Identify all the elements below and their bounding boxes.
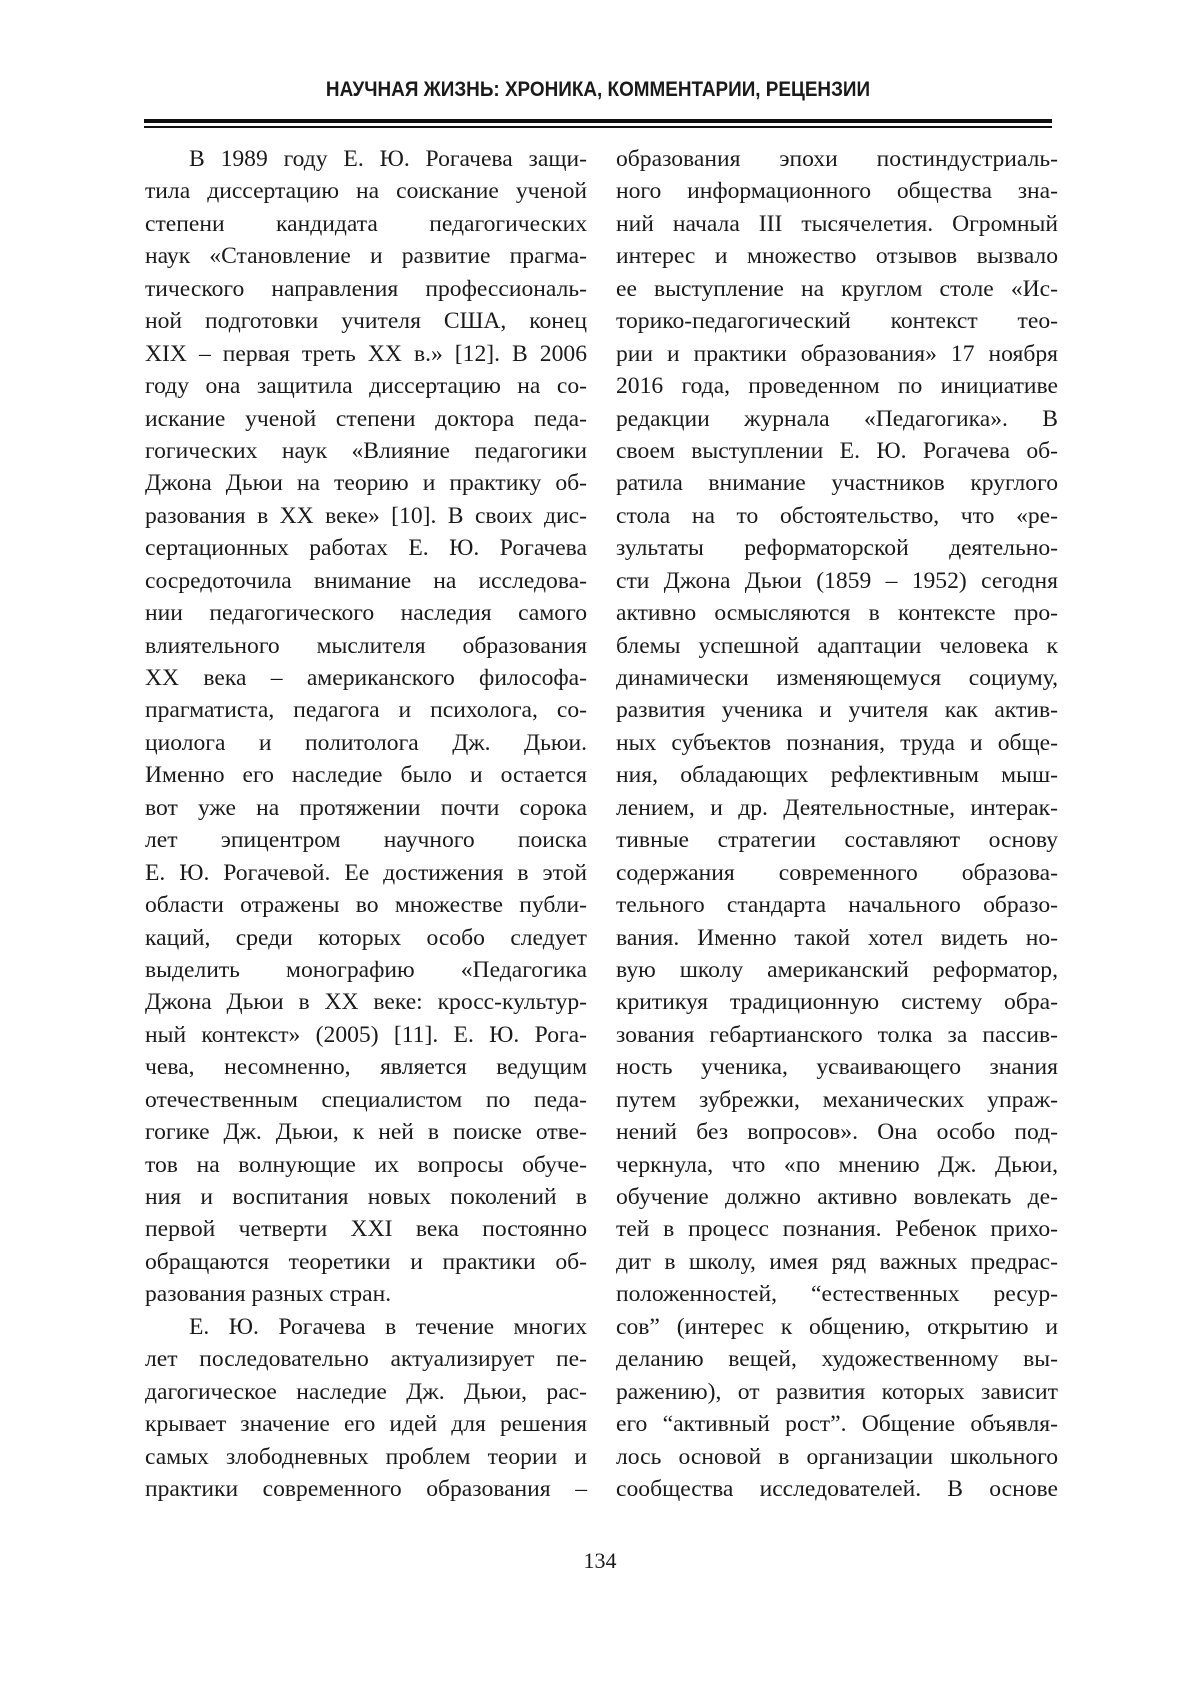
- text-line: вую школу американский реформатор,: [616, 956, 1058, 983]
- text-line: выделить монографию «Педагогика: [145, 956, 587, 983]
- text-line: содержания современного образова-: [616, 859, 1058, 886]
- text-line: тила диссертацию на соискание ученой: [145, 178, 587, 205]
- text-line: его “активный рост”. Общение объявля-: [616, 1411, 1058, 1438]
- text-line: положенностей, “естественных ресур-: [616, 1281, 1058, 1308]
- text-line: лет эпицентром научного поиска: [145, 827, 587, 854]
- text-line: тивные стратегии составляют основу: [616, 827, 1058, 854]
- text-line: динамически изменяющемуся социуму,: [616, 665, 1058, 691]
- text-line: крывает значение его идей для решения: [145, 1411, 587, 1438]
- text-line: степени кандидата педагогических: [145, 210, 587, 237]
- text-line: Джона Дьюи на теорию и практику об-: [145, 470, 587, 497]
- text-line: вания. Именно такой хотел видеть но-: [616, 924, 1058, 951]
- page-number: 134: [583, 1548, 617, 1573]
- text-line: чева, несомненно, является ведущим: [145, 1054, 587, 1081]
- text-line: ражению), от развития которых зависит: [616, 1378, 1058, 1405]
- text-line: ний начала III тысячелетия. Огромный: [616, 210, 1058, 237]
- text-line: сообщества исследователей. В основе: [616, 1475, 1058, 1502]
- text-line: году она защитила диссертацию на со-: [145, 373, 587, 400]
- text-line: нии педагогического наследия самого: [145, 600, 587, 627]
- text-line: отечественным специалистом по педа-: [145, 1086, 587, 1113]
- text-line: Джона Дьюи в XX веке: кросс-культур-: [145, 989, 587, 1016]
- text-line: тов на волнующие их вопросы обуче-: [145, 1151, 587, 1178]
- left-text-column: [145, 143, 587, 1505]
- text-line: ного информационного общества зна-: [616, 178, 1058, 205]
- text-line: гогике Дж. Дьюи, к ней в поиске отве-: [145, 1119, 587, 1146]
- text-line: сертационных работах Е. Ю. Рогачева: [145, 535, 587, 562]
- text-line: развития ученика и учителя как актив-: [616, 697, 1058, 724]
- text-line: ность ученика, усваивающего знания: [616, 1054, 1058, 1081]
- text-line: гогических наук «Влияние педагогики: [145, 437, 587, 464]
- text-line: лением, и др. Деятельностные, интерак-: [616, 794, 1058, 821]
- text-line: ее выступление на круглом столе «Ис-: [616, 275, 1058, 302]
- text-line: тического направления профессиональ-: [145, 275, 587, 302]
- text-line: искание ученой степени доктора педа-: [145, 405, 587, 432]
- text-line: разования разных стран.: [145, 1281, 392, 1308]
- text-line: разования в XX веке» [10]. В своих дис-: [145, 502, 587, 529]
- text-line: Е. Ю. Рогачевой. Ее достижения в этой: [145, 859, 587, 886]
- text-line: области отражены во множестве публи-: [145, 892, 587, 919]
- text-line: сти Джона Дьюи (1859 – 1952) сегодня: [616, 567, 1058, 594]
- text-line: тельного стандарта начального образо-: [616, 892, 1058, 919]
- text-line: дит в школу, имея ряд важных предрас-: [616, 1248, 1058, 1275]
- text-line: прагматиста, педагога и психолога, со-: [145, 697, 587, 724]
- text-line: сосредоточила внимание на исследова-: [145, 567, 587, 594]
- text-line: первой четверти XXI века постоянно: [145, 1216, 587, 1243]
- text-line: ния, обладающих рефлективным мыш-: [616, 762, 1058, 789]
- header-rule-thick: [144, 119, 1052, 123]
- header-rule-thin: [144, 126, 1052, 128]
- text-line: зования гебартианского толка за пассив-: [616, 1021, 1058, 1048]
- text-line: XIX – первая треть XX в.» [12]. В 2006: [145, 340, 587, 367]
- text-line: путем зубрежки, механических упраж-: [616, 1086, 1058, 1113]
- text-line: обучение должно активно вовлекать де-: [616, 1184, 1058, 1210]
- text-line: практики современного образования –: [145, 1475, 587, 1502]
- text-line: зультаты реформаторской деятельно-: [616, 535, 1058, 562]
- text-line: нений без вопросов». Она особо под-: [616, 1119, 1058, 1146]
- text-line: стола на то обстоятельство, что «ре-: [616, 502, 1058, 529]
- text-line: ния и воспитания новых поколений в: [145, 1184, 587, 1210]
- text-line: XX века – американского философа-: [145, 665, 587, 691]
- text-line: критикуя традиционную систему обра-: [616, 989, 1058, 1016]
- text-line: лет последовательно актуализирует пе-: [145, 1346, 587, 1373]
- running-header: НАУЧНАЯ ЖИЗНЬ: ХРОНИКА, КОММЕНТАРИИ, РЕЦЕНЗИИ: [325, 78, 871, 101]
- text-line: наук «Становление и развитие прагма-: [145, 243, 587, 270]
- text-line: В 1989 году Е. Ю. Рогачева защи-: [189, 146, 587, 172]
- right-text-column: [616, 143, 1058, 1505]
- text-line: своем выступлении Е. Ю. Рогачева об-: [616, 437, 1058, 464]
- text-line: ный контекст» (2005) [11]. Е. Ю. Рога-: [145, 1021, 587, 1048]
- text-line: самых злободневных проблем теории и: [145, 1443, 587, 1470]
- text-line: сов” (интерес к общению, открытию и: [616, 1313, 1058, 1340]
- text-line: блемы успешной адаптации человека к: [616, 632, 1058, 659]
- text-line: влиятельного мыслителя образования: [145, 632, 587, 659]
- text-line: деланию вещей, художественному вы-: [616, 1346, 1058, 1373]
- text-line: торико-педагогический контекст тео-: [616, 308, 1058, 335]
- text-line: интерес и множество отзывов вызвало: [616, 243, 1058, 270]
- text-line: лось основой в организации школьного: [616, 1443, 1058, 1470]
- text-line: дагогическое наследие Дж. Дьюи, рас-: [145, 1378, 587, 1405]
- text-line: ных субъектов познания, труда и обще-: [616, 729, 1058, 756]
- text-line: циолога и политолога Дж. Дьюи.: [145, 729, 587, 756]
- text-line: редакции журнала «Педагогика». В: [616, 405, 1058, 432]
- text-line: ной подготовки учителя США, конец: [145, 308, 587, 335]
- text-line: черкнула, что «по мнению Дж. Дьюи,: [616, 1151, 1058, 1178]
- text-line: обращаются теоретики и практики об-: [145, 1248, 587, 1275]
- text-line: Именно его наследие было и остается: [145, 762, 587, 789]
- text-line: образования эпохи постиндустриаль-: [616, 146, 1058, 172]
- text-line: активно осмысляются в контексте про-: [616, 600, 1058, 627]
- text-line: тей в процесс познания. Ребенок прихо-: [616, 1216, 1058, 1243]
- text-line: рии и практики образования» 17 ноября: [616, 340, 1058, 367]
- text-line: Е. Ю. Рогачева в течение многих: [189, 1313, 587, 1340]
- text-line: каций, среди которых особо следует: [145, 924, 587, 951]
- text-line: ратила внимание участников круглого: [616, 470, 1058, 497]
- text-line: вот уже на протяжении почти сорока: [145, 794, 587, 821]
- text-line: 2016 года, проведенном по инициативе: [616, 373, 1058, 400]
